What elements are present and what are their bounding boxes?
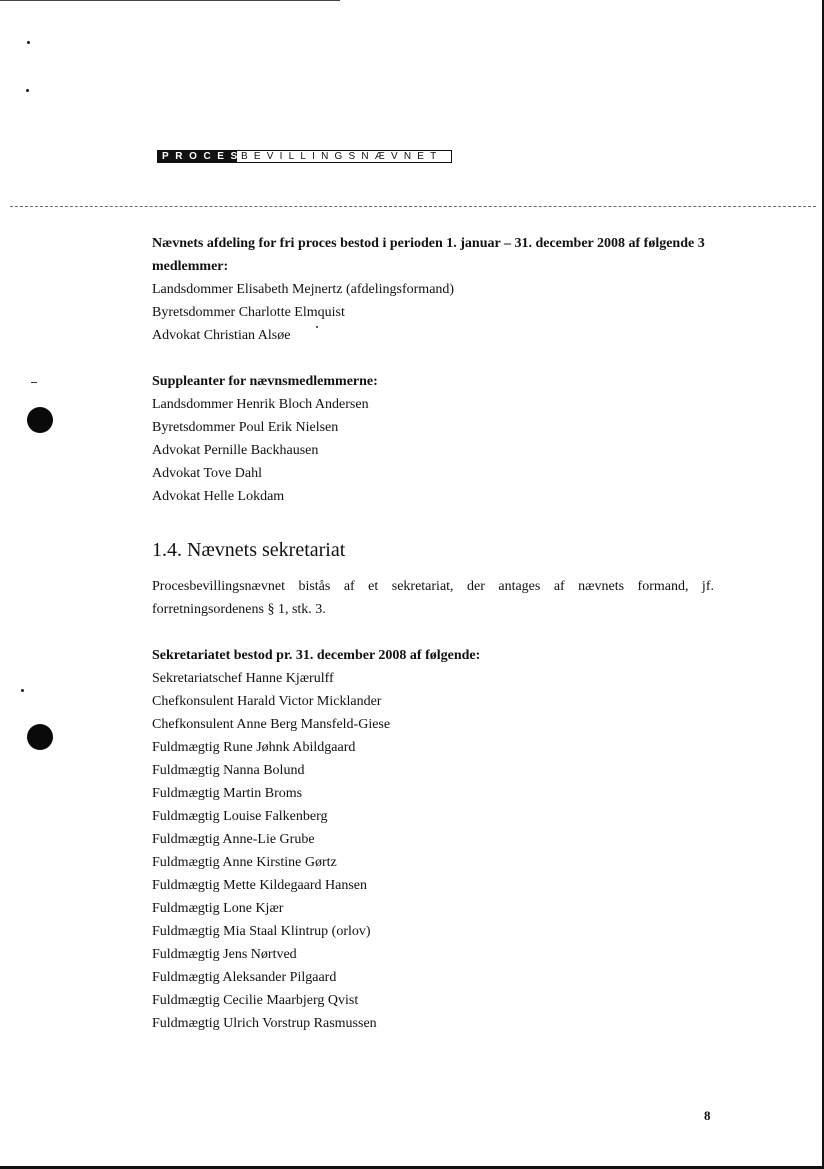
staff-item: Fuldmægtig Aleksander Pilgaard — [152, 970, 337, 985]
staff-item: Chefkonsulent Anne Berg Mansfeld-Giese — [152, 717, 391, 732]
staff-item: Fuldmægtig Mette Kildegaard Hansen — [152, 878, 368, 893]
page-number: 8 — [704, 1108, 711, 1123]
staff-item: Fuldmægtig Jens Nørtved — [152, 947, 297, 962]
logo-dark-part: PROCES — [157, 150, 237, 163]
header-dashed-rule — [10, 206, 816, 207]
substitute-item: Advokat Tove Dahl — [152, 466, 262, 481]
scan-speck — [26, 89, 29, 92]
staff-section — [152, 644, 714, 1035]
staff-item: Sekretariatschef Hanne Kjærulff — [152, 671, 334, 686]
staff-item: Fuldmægtig Louise Falkenberg — [152, 809, 328, 824]
secretariat-paragraph-line: Procesbevillingsnævnet bistås af et sekretariat, der antages af nævnets formand, jf. — [152, 579, 714, 594]
scan-speck — [21, 689, 24, 692]
staff-item: Fuldmægtig Cecilie Maarbjerg Qvist — [152, 993, 359, 1008]
section-title: 1.4. Nævnets sekretariat — [152, 539, 346, 561]
substitute-item: Landsdommer Henrik Bloch Andersen — [152, 397, 369, 412]
scan-top-line — [0, 0, 340, 1]
logo-light-part: BEVILLINGSNÆVNET — [237, 150, 452, 163]
staff-item: Fuldmægtig Anne Kirstine Gørtz — [152, 855, 337, 870]
staff-item: Fuldmægtig Mia Staal Klintrup (orlov) — [152, 924, 371, 939]
substitute-item: Byretsdommer Poul Erik Nielsen — [152, 420, 339, 435]
member-item: Advokat Christian Alsøe — [152, 328, 291, 343]
punch-hole — [27, 407, 53, 433]
staff-heading: Sekretariatet bestod pr. 31. december 2008 af følgende: — [152, 648, 481, 663]
substitutes-heading: Suppleanter for nævnsmedlemmerne: — [152, 374, 378, 389]
member-item: Landsdommer Elisabeth Mejnertz (afdelingsformand) — [152, 282, 455, 297]
members-section — [152, 232, 714, 347]
staff-item: Fuldmægtig Ulrich Vorstrup Rasmussen — [152, 1016, 377, 1031]
staff-item: Fuldmægtig Martin Broms — [152, 786, 303, 801]
staff-item: Fuldmægtig Anne-Lie Grube — [152, 832, 315, 847]
staff-item: Fuldmægtig Lone Kjær — [152, 901, 284, 916]
substitute-item: Advokat Helle Lokdam — [152, 489, 285, 504]
scan-tick — [31, 382, 37, 383]
substitutes-section — [152, 370, 714, 508]
staff-item: Fuldmægtig Rune Jøhnk Abildgaard — [152, 740, 356, 755]
scan-speck — [27, 41, 30, 44]
staff-item: Fuldmægtig Nanna Bolund — [152, 763, 305, 778]
members-heading: Nævnets afdeling for fri proces bestod i perioden 1. januar – 31. december 2008 af følgende 3 — [152, 236, 705, 251]
member-item: Byretsdommer Charlotte Elmquist — [152, 305, 345, 320]
secretariat-paragraph-line: forretningsordenens § 1, stk. 3. — [152, 602, 326, 617]
document-body — [152, 232, 714, 1035]
members-heading-cont: medlemmer: — [152, 259, 229, 274]
proces-bevillingsnaevnet-logo — [157, 150, 452, 163]
punch-hole — [27, 724, 53, 750]
substitute-item: Advokat Pernille Backhausen — [152, 443, 319, 458]
staff-item: Chefkonsulent Harald Victor Micklander — [152, 694, 382, 709]
